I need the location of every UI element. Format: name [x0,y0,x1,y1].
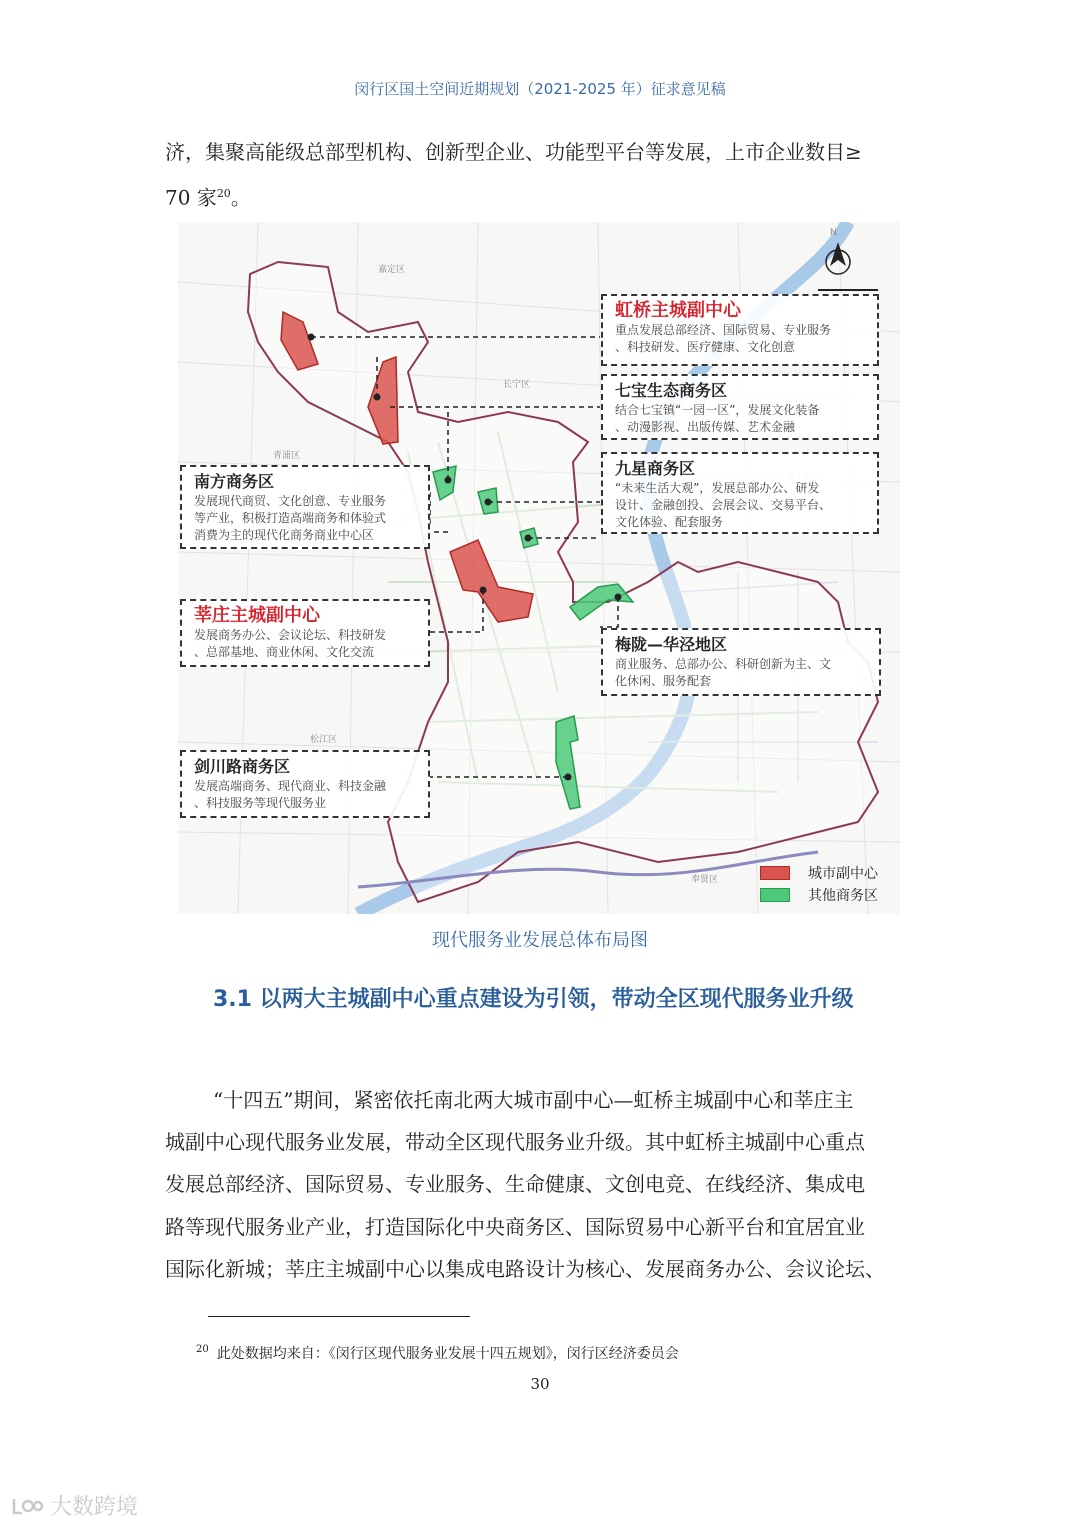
legend-row-sub-center [760,862,878,884]
callout-qibao-desc-2: 、动漫影视、出版传媒、艺术金融 [615,420,796,434]
intro-line-2-text: 70 家 [165,185,217,210]
district-label-fengxian: 奉贤区 [691,875,719,885]
callout-xinzhuang-title: 莘庄主城副中心 [194,605,320,626]
running-header: 闵行区国土空间近期规划（2021-2025 年）征求意见稿 [354,80,726,98]
district-label-songjiang: 松江区 [310,735,338,745]
footnote [196,1343,679,1363]
callout-jianchuan [180,750,430,818]
body-line-1: “十四五”期间，紧密依托南北两大城市副中心—虹桥主城副中心和莘庄主 [213,1088,854,1112]
footnote-text: 此处数据均来自：《闵行区现代服务业发展十四五规划》，闵行区经济委员会 [216,1346,679,1362]
callout-xinzhuang-desc-1: 发展商务办公、会议论坛、科技研发 [194,628,387,642]
legend-swatch-red [760,866,790,880]
callout-qibao [601,374,879,440]
section-heading: 3.1 以两大主城副中心重点建设为引领，带动全区现代服务业升级 [213,987,854,1012]
callout-jianchuan-title: 剑川路商务区 [194,757,291,776]
callout-nanfang-desc-1: 发展现代商贸、文化创意、专业服务 [194,494,387,508]
district-label-qingpu: 青浦区 [273,451,301,461]
map-legend [760,862,878,906]
callout-meilong-desc-2: 化休闲、服务配套 [615,674,712,688]
callout-jianchuan-desc-2: 、科技服务等现代服务业 [194,796,327,810]
body-line-5: 国际化新城；莘庄主城副中心以集成电路设计为核心、发展商务办公、会议论坛、 [165,1257,885,1281]
callout-qibao-title: 七宝生态商务区 [615,381,728,400]
callout-xinzhuang-desc-2: 、总部基地、商业休闲、文化交流 [194,645,375,659]
callout-nanfang-desc-3: 消费为主的现代化商务商业中心区 [194,528,375,542]
intro-line-2-end: 。 [230,185,251,210]
callout-xinzhuang [180,599,430,667]
callout-nanfang-desc-2: 等产业，积极打造高端商务和体验式 [194,511,387,525]
callout-meilong [601,628,881,696]
page-number: 30 [530,1375,550,1393]
callout-meilong-desc-1: 商业服务、总部办公、科研创新为主、文 [615,657,832,671]
callout-jianchuan-desc-1: 发展高端商务、现代商业、科技金融 [194,779,387,793]
body-line-2: 城副中心现代服务业发展，带动全区现代服务业升级。其中虹桥主城副中心重点 [165,1130,865,1154]
callout-jiuxing-desc-3: 文化体验、配套服务 [615,515,724,529]
callout-hongqiao-desc-2: 、科技研发、医疗健康、文化创意 [615,340,796,354]
callout-nanfang-title: 南方商务区 [194,472,275,491]
intro-line-1: 济，集聚高能级总部型机构、创新型企业、功能型平台等发展，上市企业数目≥ [165,140,862,164]
legend-label-sub-center: 城市副中心 [808,866,878,882]
watermark-text: 大数跨境 [50,1495,139,1520]
callout-jiuxing-desc-1: “未来生活大观”，发展总部办公、研发 [615,481,820,495]
callout-hongqiao-title: 虹桥主城副中心 [615,300,741,321]
watermark-logo-icon [10,1495,44,1517]
intro-line-2 [165,173,917,219]
callout-jiuxing-title: 九星商务区 [615,459,696,478]
watermark [10,1490,138,1521]
compass-label: N [830,228,837,238]
callout-meilong-title: 梅陇—华泾地区 [615,635,728,654]
figure-caption: 现代服务业发展总体布局图 [432,930,648,951]
callout-hongqiao-desc-1: 重点发展总部经济、国际贸易、专业服务 [615,323,832,337]
footnote-rule [208,1316,470,1317]
body-line-3: 发展总部经济、国际贸易、专业服务、生命健康、文创电竞、在线经济、集成电 [165,1172,865,1196]
callout-hongqiao [601,294,879,366]
footnote-ref[interactable]: 20 [216,187,231,200]
callout-jiuxing [601,452,879,534]
legend-label-other: 其他商务区 [808,888,878,904]
legend-row-other [760,884,878,906]
body-line-4: 路等现代服务业产业，打造国际化中央商务区、国际贸易中心新平台和宜居宜业 [165,1215,865,1239]
footnote-number: 20 [196,1344,209,1356]
district-label-jiading: 嘉定区 [378,265,406,275]
service-layout-map [178,222,900,914]
callout-jiuxing-desc-2: 设计、金融创投、会展会议、交易平台、 [615,498,832,512]
callout-qibao-desc-1: 结合七宝镇“一园一区”，发展文化装备 [615,403,820,417]
district-label-changning: 长宁区 [503,380,531,390]
legend-swatch-green [760,888,790,902]
callout-nanfang [180,465,430,549]
